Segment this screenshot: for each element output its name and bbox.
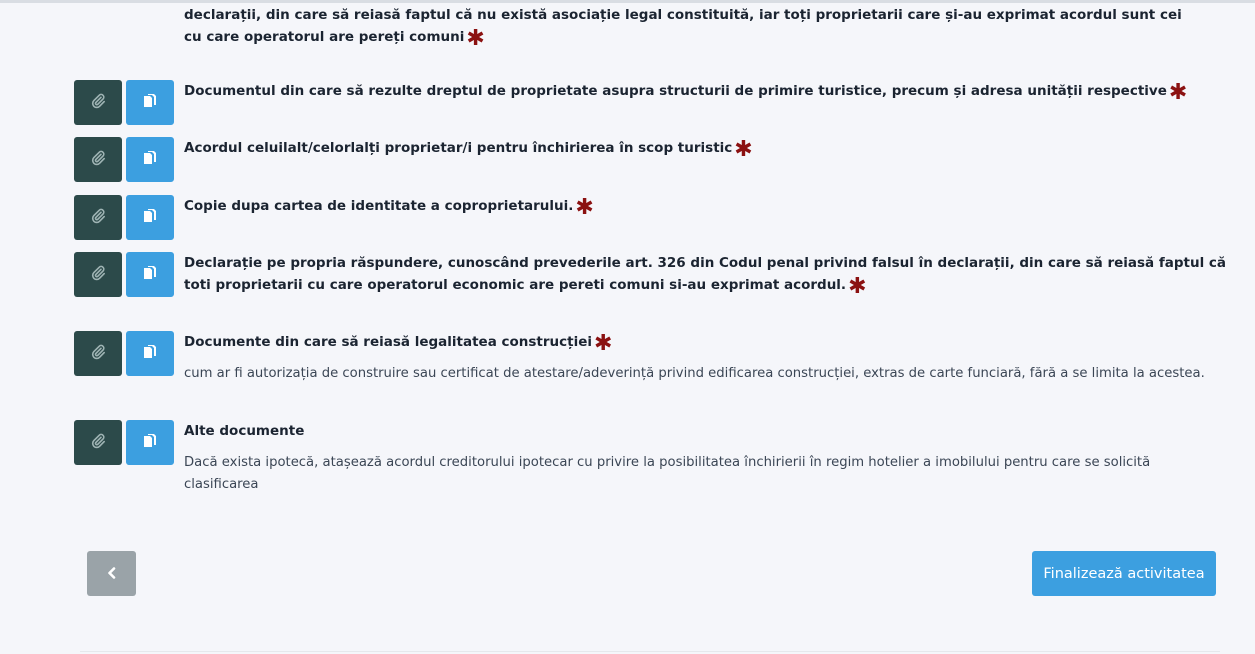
- view-documents-button[interactable]: [126, 331, 174, 376]
- document-title: Acordul celuilalt/celorlalți proprietar/i pentru închirierea în scop turistic✱: [184, 137, 753, 162]
- document-title: Documente din care să reiasă legalitatea construcției✱: [184, 331, 613, 356]
- view-documents-button[interactable]: [126, 80, 174, 125]
- bottom-divider: [80, 651, 1220, 652]
- view-documents-button[interactable]: [126, 195, 174, 240]
- required-asterisk: ✱: [594, 331, 613, 356]
- attach-file-button[interactable]: [74, 80, 122, 125]
- required-asterisk: ✱: [575, 195, 594, 220]
- finish-activity-button[interactable]: Finalizează activitatea: [1032, 551, 1216, 596]
- copy-document-icon: [142, 265, 158, 285]
- paperclip-icon: [90, 433, 106, 453]
- document-title: Copie dupa cartea de identitate a coproprietarului.✱: [184, 195, 594, 220]
- paperclip-icon: [90, 150, 106, 170]
- document-title: Documentul din care să rezulte dreptul de proprietate asupra structurii de primire turistice, precum și adresa unității respective✱: [184, 80, 1188, 105]
- paperclip-icon: [90, 208, 106, 228]
- document-description: Dacă exista ipotecă, atașează acordul creditorului ipotecar cu privire la posibilitatea închirierii în regim hotelier a imobilului pentru care se solicită clasificarea: [184, 455, 1151, 492]
- document-description: cum ar fi autorizația de construire sau certificat de atestare/adeverință privind edificarea construcției, extras de carte funciară, fără a se limita la acestea.: [184, 366, 1205, 381]
- document-title: Alte documente: [184, 423, 305, 439]
- document-title: Declarație pe propria răspundere, cunoscând prevederile art. 326 din Codul penal privind falsul în declarații, din care să reiasă faptul că toti proprietarii cu care operatorul economic are pereti comuni si-au exprimat acordul.✱: [184, 255, 1227, 299]
- paperclip-icon: [90, 265, 106, 285]
- required-asterisk: ✱: [466, 26, 485, 51]
- attach-file-button[interactable]: [74, 195, 122, 240]
- copy-document-icon: [142, 208, 158, 228]
- copy-document-icon: [142, 344, 158, 364]
- top-divider: [0, 0, 1255, 3]
- copy-document-icon: [142, 433, 158, 453]
- paperclip-icon: [90, 344, 106, 364]
- copy-document-icon: [142, 93, 158, 113]
- required-asterisk: ✱: [1168, 80, 1188, 105]
- back-button[interactable]: [87, 551, 136, 596]
- copy-document-icon: [142, 150, 158, 170]
- view-documents-button[interactable]: [126, 137, 174, 182]
- required-asterisk: ✱: [734, 137, 753, 162]
- attach-file-button[interactable]: [74, 331, 122, 376]
- view-documents-button[interactable]: [126, 420, 174, 465]
- attach-file-button[interactable]: [74, 137, 122, 182]
- view-documents-button[interactable]: [126, 252, 174, 297]
- attach-file-button[interactable]: [74, 420, 122, 465]
- required-asterisk: ✱: [848, 274, 867, 299]
- attach-file-button[interactable]: [74, 252, 122, 297]
- paperclip-icon: [90, 93, 106, 113]
- truncated-document-title: declarații, din care să reiasă faptul că nu există asociație legal constituită, iar toți proprietarii care și-au exprimat acordul sunt cei cu care operatorul are pereți comuni✱: [184, 7, 1182, 51]
- chevron-left-icon: [106, 564, 118, 583]
